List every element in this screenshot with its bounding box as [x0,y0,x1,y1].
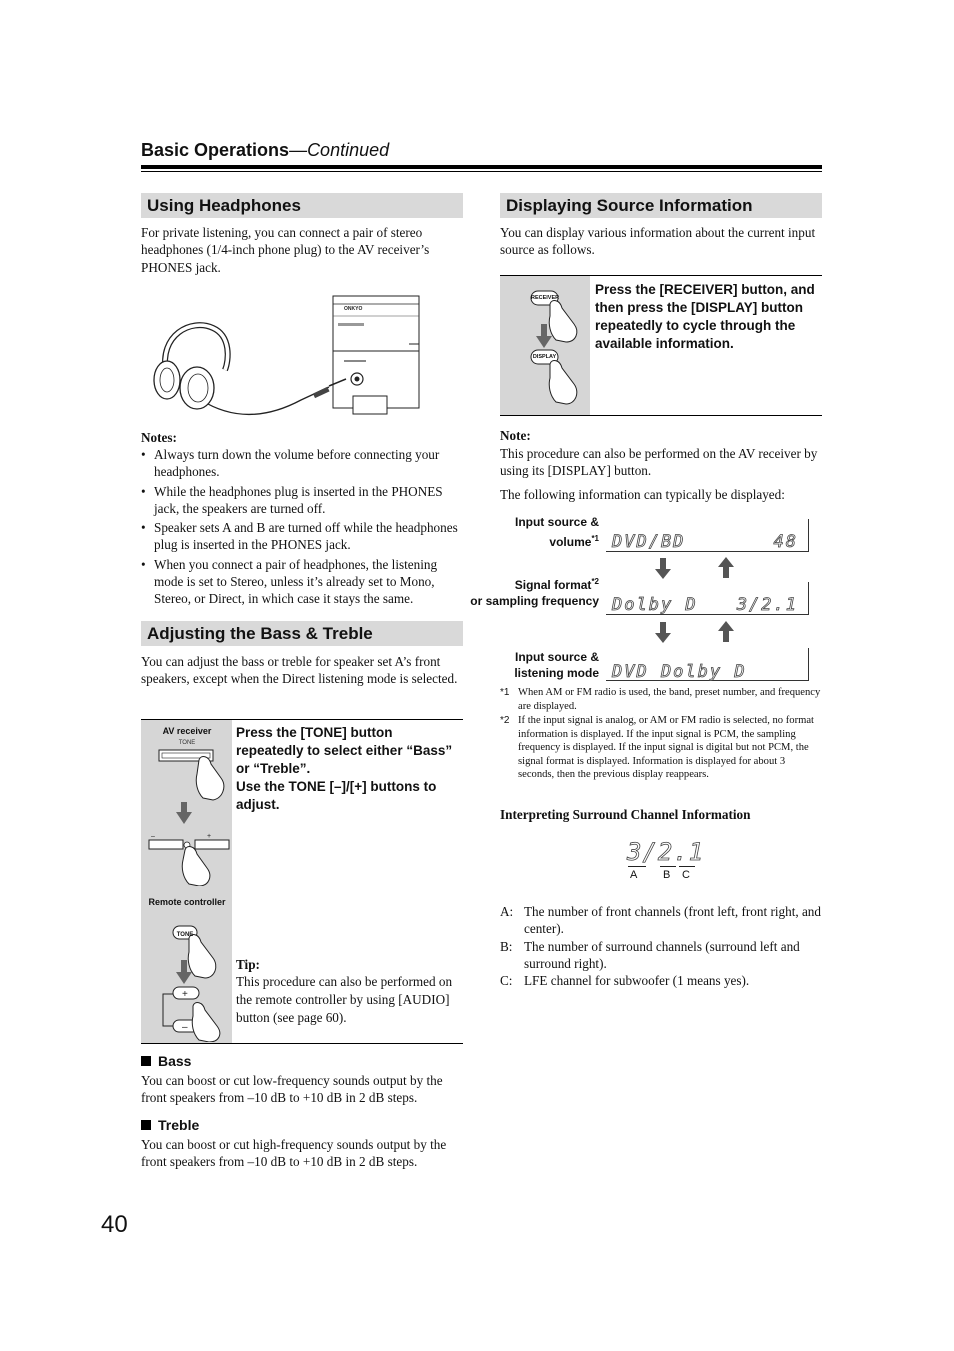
panel-label-remote: Remote controller [148,897,226,907]
down-arrow-icon [655,622,671,643]
source-info-intro: You can display various information about the current input source as follows. [500,225,816,258]
panel-tone-small: TONE [178,740,196,746]
svg-text:–: – [182,1022,188,1033]
lcd-text-left: Dolby D [612,595,698,615]
lcd-display-3 [606,648,809,681]
bass-treble-heading: Adjusting the Bass & Treble [141,621,463,646]
tone-step-line2: Use the TONE [–]/[+] buttons to adjust. [236,779,437,812]
lcd-display-1 [606,519,809,552]
surround-legend [500,903,822,989]
cycle-arrows-1 [650,556,740,580]
surround-key-c: C [682,869,690,881]
svg-text:+: + [182,989,188,1000]
remote-tone-label: TONE [176,932,194,938]
source-following-text: The following information can typically be displayed: [500,487,785,502]
page-header [141,140,389,161]
tone-step-text [236,724,461,814]
brand-logo-mark: ONKYO [344,306,363,312]
lcd-display-2 [606,582,809,615]
treble-subheading [141,1117,199,1133]
note-item: • When you connect a pair of headphones, the listening mode is set to Stereo, unless it’s already set to Mono, Stereo, or Direct, in which case it stays the same. [141,556,463,608]
hand-icon [549,361,577,404]
header-continued: —Continued [289,140,390,160]
panel-label-receiver: AV receiver [162,726,212,736]
display-step-box [500,275,822,416]
hand-icon [196,757,224,800]
lcd-text-right: 48 [773,532,798,552]
headphones-notes-title: Notes: [141,430,177,445]
display-button-label: DISPLAY [532,354,557,360]
footnote-2: *2 If the input signal is analog, or AM or FM radio is selected, no format information is displayed. If the input signal is PCM, the sampling frequency is displayed. If the input signal is digital but not PCM, the signal format is displayed. Information is displayed for about 3 seconds, then the previous display reappears. [500,715,814,781]
lcd-text-right: 3/2.1 [736,595,798,615]
headphones-heading: Using Headphones [141,193,463,218]
hand-icon [549,301,577,342]
svg-text:+: + [207,833,212,840]
square-bullet-icon [141,1120,151,1130]
lcd-text-left: DVD/BD [612,532,686,552]
display-label-3: Input source & listening mode [514,650,599,680]
display-step-text: Press the [RECEIVER] button, and then press the [DISPLAY] button repeatedly to cycle through the available information. [595,282,815,351]
header-rule-thin [141,171,822,172]
hand-icon [182,847,210,886]
up-arrow-icon [718,557,734,578]
surround-lcd: 3/2.1 [627,838,705,866]
legend-row: A: The number of front channels (front left, front right, and center). [500,904,821,937]
display-label-2: Signal format$^{*2}$ or sampling frequency [470,577,599,608]
hand-icon [192,1003,220,1042]
cycle-arrows-2 [650,620,740,644]
bass-treble-intro: You can adjust the bass or treble for speaker set A’s front speakers, except when the Direct listening mode is selected. [141,654,458,687]
headphones-notes-list [141,446,463,610]
up-arrow-icon [718,621,734,642]
square-bullet-icon [141,1056,151,1066]
underline-a [628,866,646,867]
source-note-text: This procedure can also be performed on the AV receiver by using its [DISPLAY] button. [500,446,818,479]
headphones-icon [154,325,228,409]
source-note-title: Note: [500,428,531,443]
down-arrow-icon [176,802,192,824]
svg-text:–: – [151,833,155,840]
tone-minus-button [149,840,183,849]
header-rule-thick [141,165,822,169]
tone-panel-graphics [141,746,233,886]
tone-step-box [141,719,463,1044]
surround-key-b: B [663,869,671,881]
surround-title: Interpreting Surround Channel Information [500,807,751,822]
treble-text: You can boost or cut high-frequency sounds output by the front speakers from –10 dB to +10 dB in 2 dB steps. [141,1137,447,1170]
lcd-text-left: DVD Dolby D [612,662,747,682]
hand-icon [188,935,216,978]
surround-key-a: A [630,869,638,881]
source-info-heading: Displaying Source Information [500,193,822,218]
bass-title: Bass [158,1053,192,1069]
footnote-1: *1 When AM or FM radio is used, the band, preset number, and frequency are displayed. [500,687,821,712]
headphones-illustration [141,290,466,425]
tone-plus-button [195,840,229,849]
legend-row: B: The number of surround channels (surround left and surround right). [500,938,800,971]
header-title: Basic Operations [141,140,290,160]
note-item: • While the headphones plug is inserted in the PHONES jack, the speakers are turned off. [141,483,463,518]
underline-b [660,866,676,867]
bass-text: You can boost or cut low-frequency sounds output by the front speakers from –10 dB to +10 dB in 2 dB steps. [141,1073,443,1106]
down-arrow-icon [655,558,671,579]
remote-panel-graphics [141,920,233,1042]
page-number: 40 [101,1211,128,1238]
legend-row: C: LFE channel for subwoofer (1 means yes). [500,973,750,989]
tip-title: Tip: [236,957,260,972]
note-item: • Speaker sets A and B are turned off while the headphones plug is inserted in the PHONES jack. [141,519,463,554]
underline-c [679,866,695,867]
headphones-intro: For private listening, you can connect a pair of stereo headphones (1/4-inch phone plug) to the AV receiver’s PHONES jack. [141,225,430,275]
tip-text: This procedure can also be performed on the remote controller by using [AUDIO] button (see page 60). [236,974,453,1025]
bass-subheading [141,1053,191,1069]
display-label-1: Input source & volume$^{*1}$ [514,515,599,549]
receiver-button-label: RECEIVER [531,295,560,301]
note-item: • Always turn down the volume before connecting your headphones. [141,446,463,481]
tone-step-line1: Press the [TONE] button repeatedly to select either “Bass” or “Treble”. [236,725,453,776]
treble-title: Treble [158,1117,200,1133]
